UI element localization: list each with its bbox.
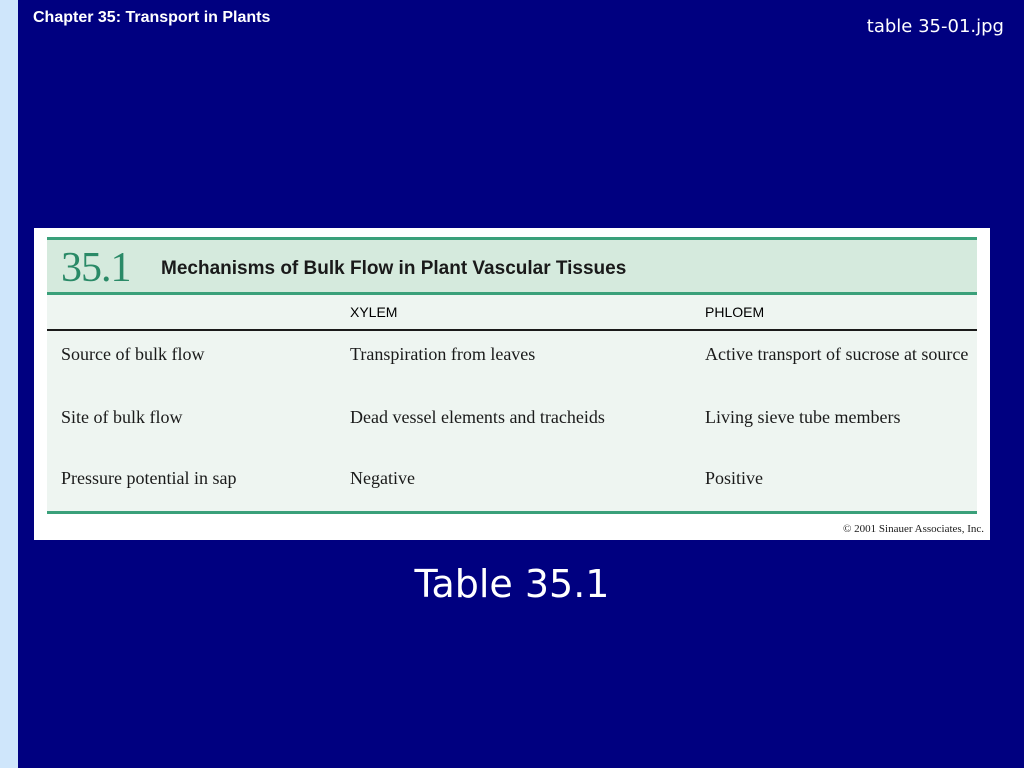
row-3-xylem: Negative: [350, 468, 415, 488]
table-panel: [47, 237, 977, 514]
copyright-notice: © 2001 Sinauer Associates, Inc.: [843, 523, 984, 535]
row-2-phloem: Living sieve tube members: [705, 407, 901, 427]
chapter-title: Chapter 35: Transport in Plants: [33, 9, 271, 26]
table-number: 35.1: [61, 245, 131, 291]
table-bottom-divider: [47, 511, 977, 514]
left-accent-stripe: [0, 0, 18, 768]
row-3-phloem: Positive: [705, 468, 764, 488]
row-1-xylem: Transpiration from leaves: [350, 344, 536, 364]
row-3-label: Pressure potential in sap: [61, 468, 237, 488]
file-name-label: table 35-01.jpg: [866, 16, 1004, 37]
slide-caption: Table 35.1: [414, 562, 610, 606]
row-1-phloem: Active transport of sucrose at source: [705, 344, 969, 364]
column-header-xylem: XYLEM: [350, 304, 398, 320]
row-1-label: Source of bulk flow: [61, 344, 205, 364]
table-image: [34, 228, 990, 540]
column-header-phloem: PHLOEM: [705, 304, 765, 320]
row-2-label: Site of bulk flow: [61, 407, 183, 427]
table-header-band: [47, 237, 977, 295]
table-heading: Mechanisms of Bulk Flow in Plant Vascular Tissues: [161, 258, 627, 279]
header-divider: [47, 329, 977, 331]
row-2-xylem: Dead vessel elements and tracheids: [350, 407, 605, 427]
